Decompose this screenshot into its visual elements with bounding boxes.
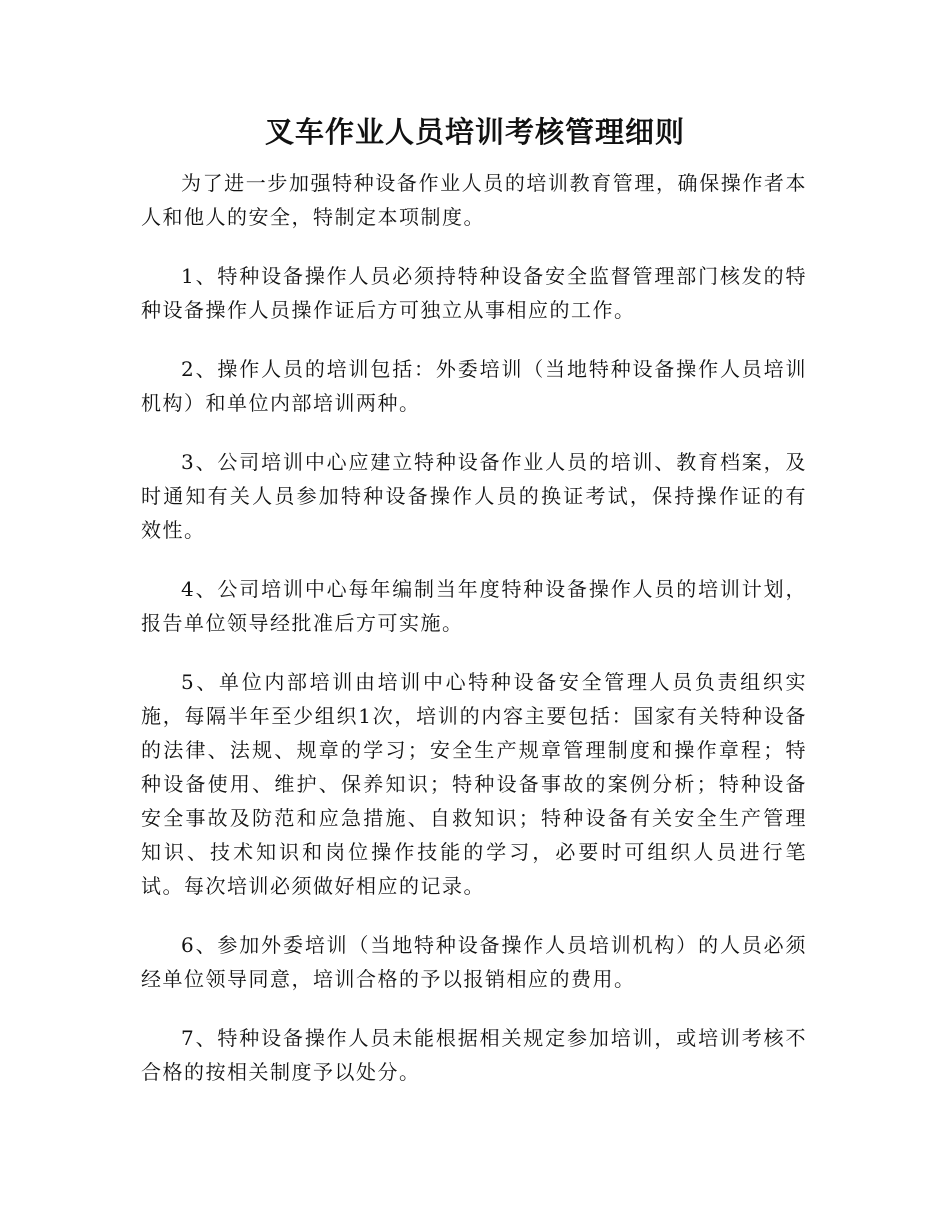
document-body — [141, 166, 807, 1114]
clause-1-paragraph: 1、特种设备操作人员必须持特种设备安全监督管理部门核发的特种设备操作人员操作证后方可独立从事相应的工作。 — [141, 264, 807, 322]
intro-paragraph: 为了进一步加强特种设备作业人员的培训教育管理，确保操作者本人和他人的安全，特制定本项制度。 — [141, 171, 807, 229]
clause-3-paragraph: 3、公司培训中心应建立特种设备作业人员的培训、教育档案，及时通知有关人员参加特种设备操作人员的换证考试，保持操作证的有效性。 — [141, 450, 807, 542]
document-title: 叉车作业人员培训考核管理细则 — [264, 115, 685, 149]
clause-6-paragraph: 6、参加外委培训（当地特种设备操作人员培训机构）的人员必须经单位领导同意，培训合格的予以报销相应的费用。 — [141, 933, 807, 991]
clause-4-paragraph: 4、公司培训中心每年编制当年度特种设备操作人员的培训计划，报告单位领导经批准后方可实施。 — [141, 577, 807, 635]
clause-5-paragraph: 5、单位内部培训由培训中心特种设备安全管理人员负责组织实施，每隔半年至少组织1次，培训的内容主要包括：国家有关特种设备的法律、法规、规章的学习；安全生产规章管理制度和操作章程；特种设备使用、维护、保养知识；特种设备事故的案例分析；特种设备安全事故及防范和应急措施、自救知识；特种设备有关安全生产管理知识、技术知识和岗位操作技能的学习，必要时可组织人员进行笔试。每次培训必须做好相应的记录。 — [141, 670, 807, 898]
clause-2-paragraph: 2、操作人员的培训包括：外委培训（当地特种设备操作人员培训机构）和单位内部培训两种。 — [141, 357, 807, 415]
clause-7-paragraph: 7、特种设备操作人员未能根据相关规定参加培训，或培训考核不合格的按相关制度予以处分。 — [141, 1026, 807, 1084]
